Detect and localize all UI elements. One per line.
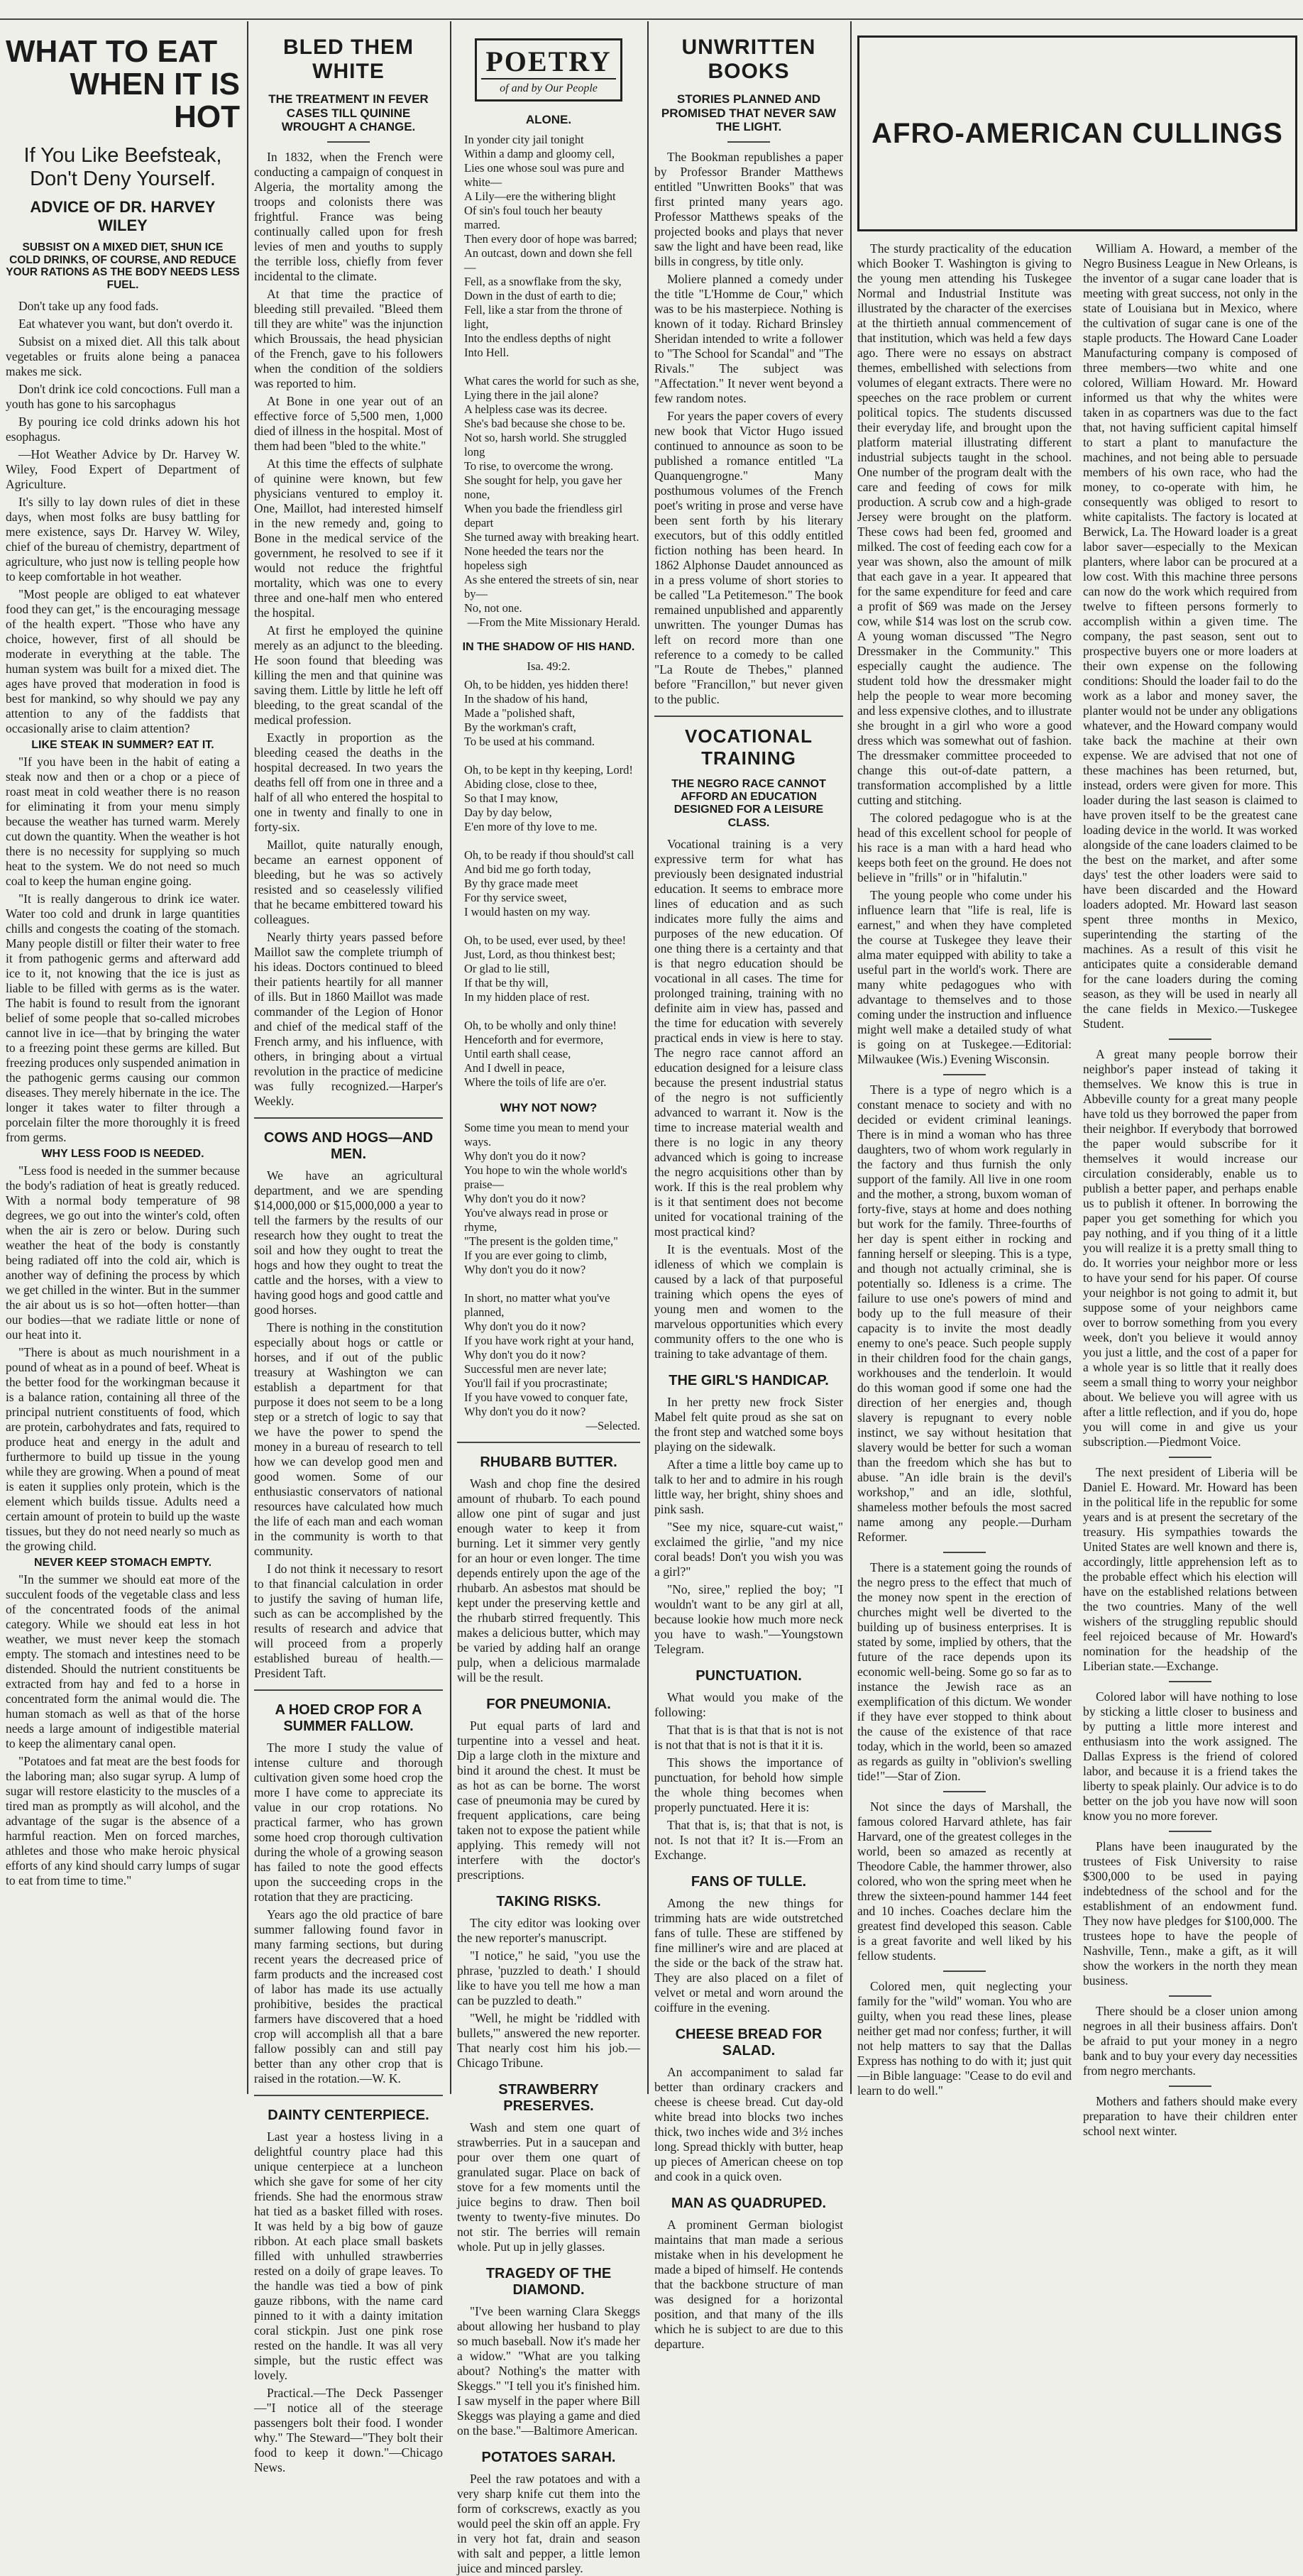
subhead-centerpiece: DAINTY CENTERPIECE. bbox=[268, 2107, 429, 2123]
paragraph: —Hot Weather Advice by Dr. Harvey W. Wiley, Food Expert of Department of Agriculture. bbox=[6, 447, 240, 492]
paragraph: Don't take up any food fads. bbox=[18, 299, 159, 314]
paragraph: I do not think it necessary to resort to that financial calculation in order to justify the saving of human life, such as can be accomplished by the results of research and advice that will proceed from a properly established bureau of health.—President Taft. bbox=[254, 1561, 443, 1680]
paragraph: That that is is that that is not is not is not that that is not is that it it is. bbox=[654, 1723, 843, 1753]
paragraph: There is a type of negro which is a constant menace to society and with no decided or evident criminal leanings. There is in mind a woman who has three daughters, two of whom work regularly in the factory and thus furnish the only support of the family. All live in one room and the mother, a strong, buxom woman of forty-five, stays at home and does nothing but work for the family. Three-fourths of her day is spent either in rocking and fanning herself or sleeping. This is a type, and though not actually criminal, she is potentially so. Idleness is a crime. The failure to use one's powers of mind and body up to the full measure of their capacity is to invite the most deadly enemy to one's peace. Such people supply in their children food for the chain gangs, workhouses and the tenderloin. It would do this woman good if some one had the direction of her energies and, though slavery is repugnant to every noble instinct, we say without hesitation that slavery would be better for such a woman than the freedom which she has but to abuse. "An idle brain is the devil's workshop," and an idle, slothful, shameless mother befouls the most sacred name among any people.—Durham Reformer. bbox=[857, 1083, 1072, 1544]
subhead-man-as-quadruped: MAN AS QUADRUPED. bbox=[671, 2196, 827, 2212]
subhead-less-food: WHY LESS FOOD IS NEEDED. bbox=[41, 1148, 204, 1161]
paragraph: Colored men, quit neglecting your family for the "wild" woman. You who are guilty, when you read these lines, please neither get mad nor confess; further, it will not help matters to say that the Dallas Express has nothing to do with it; just quit—in Bible language: "Cease to do evil and learn to do well." bbox=[857, 1979, 1072, 2098]
paragraph: "I notice," he said, "you use the phrase, 'puzzled to death.' I should like to have you tell me how a man can be puzzled to death." bbox=[457, 1949, 640, 2007]
paragraph: At this time the effects of sulphate of quinine were known, but few physicians ventured to employ it. One, Maillot, had interested himself in the new remedy and, going to Bone in the medical service of the government, he resolved to see if it would not reduce the frightful mortality, which was one to every three and one-half men who entered the hospital. bbox=[254, 456, 443, 620]
poetry-logo bbox=[475, 38, 622, 102]
headline-line1: WHAT TO EAT bbox=[6, 34, 218, 69]
divider bbox=[1169, 1831, 1211, 1832]
subhead-rhubarb: RHUBARB BUTTER. bbox=[480, 1454, 617, 1470]
paragraph: The next president of Liberia will be Daniel E. Howard. Mr. Howard has been in the political life in the republic for some years and is at present the secretary of the treasury. His sympathies towards the United States are well known and there is, accordingly, little apprehension left as to the probable effect which his election will have on the established relations between the two countries. Many of the well wishers of the struggling republic should feel rejoiced because of Mr. Howard's nomination for the headship of the Liberian state.—Exchange. bbox=[1083, 1465, 1297, 1673]
divider bbox=[327, 141, 370, 143]
paragraph: There is a statement going the rounds of the negro press to the effect that much of the money now spent in the erection of churches might well be diverted to the building up of business enterprises. It is stated by some, implied by others, that the future of the race depends upon its economic well-being. Some go so far as to instance the Jewish race as an exemplification of this dictum. We wonder if they have ever stopped to think about the cause of the existence of that race today, which in the world, been so amazed as regards as guilty in "oblivion's swelling tide!"—Star of Zion. bbox=[857, 1560, 1072, 1783]
cullings-right-column bbox=[1083, 241, 1297, 2142]
paragraph: At first he employed the quinine merely as an adjunct to the bleeding. He soon found that bleeding was killing the men and that quinine was saving them. Little by little he left off bleeding, to the great scandal of the medical profession. bbox=[254, 623, 443, 727]
divider bbox=[457, 1442, 640, 1443]
paragraph: "No, siree," replied the boy; "I wouldn't want to be any girl at all, because lookie how much more neck you have to wash."—Youngstown Telegram. bbox=[654, 1582, 843, 1657]
paragraph: Last year a hostess living in a delightful country place had this unique centerpiece at a luncheon which she gave for some of her city friends. She had the enormous straw hat tied as a basket filled with roses. It was held by a big bow of gauze ribbon. At each place small baskets filled with unhulled strawberries rested on a doily of grape leaves. To the handle was tied a bow of pink gauze ribbons, with the name card pinned to it with a dainty imitation coral stickpin. Just one pink rose rested on the handle. It was all very simple, but the rustic effect was lovely. bbox=[254, 2129, 443, 2382]
column-poetry bbox=[457, 35, 640, 2575]
paragraph: Peel the raw potatoes and with a very sharp knife cut them into the form of corkscrews, exactly as you would peel the skin off an apple. Fry in very hot fat, drain and season with salt and pepper, a little lemon juice and minced parsley. bbox=[457, 2472, 640, 2575]
poem-title-shadow: IN THE SHADOW OF HIS HAND. bbox=[462, 641, 635, 653]
paragraph: A prominent German biologist maintains that man made a serious mistake when in his development he made a biped of himself. He contends that the backbone structure of man was designed for a horizontal position, and that many of the ills which he is subject to are due to this departure. bbox=[654, 2218, 843, 2352]
paragraph: There should be a closer union among negroes in all their business affairs. Don't be afraid to put your money in a negro bank and to buy your every day necessities from negro merchants. bbox=[1083, 2004, 1297, 2078]
deck-stories: STORIES PLANNED AND PROMISED THAT NEVER SAW THE LIGHT. bbox=[661, 92, 837, 134]
divider bbox=[1169, 1457, 1211, 1458]
column-rule bbox=[850, 21, 852, 2094]
paragraph: What would you make of the following: bbox=[654, 1690, 843, 1720]
paragraph: Mothers and fathers should make every preparation to have their children enter school next winter. bbox=[1083, 2094, 1297, 2138]
divider bbox=[654, 716, 843, 717]
paragraph: The Bookman republishes a paper by Professor Brander Matthews entitled "Unwritten Books" that was first printed many years ago. Professor Matthews speaks of the projected books and plays that never saw the light and have been read, like bills in congress, by title only. bbox=[654, 149, 843, 268]
deck-subsist: SUBSIST ON A MIXED DIET, SHUN ICE COLD DRINKS, OF COURSE, AND REDUCE YOUR RATIONS AS THE BODY NEEDS LESS FUEL. bbox=[6, 241, 240, 292]
paragraph: "In the summer we should eat more of the succulent foods of the vegetable class and less of the concentrated foods of the animal category. While we should eat less in hot weather, we must never keep the stomach empty. The stomach and intestines need to be distended. Should the nutrient constituents be extracted from hay and fed to a horse in concentrated form the animal would die. The human stomach as well as that of the horse needs a large amount of indigestible material to keep the alimentary canal open. bbox=[6, 1572, 240, 1751]
paragraph: "I've been warning Clara Skeggs about allowing her husband to play so much baseball. Now it's made her a widow." "What are you talking about? Nothing's the matter with Skeggs." "I tell you it's finished him. I saw myself in the paper where Bill Skeggs was playing a game and died on the base."—Baltimore American. bbox=[457, 2304, 640, 2438]
subhead-cows-hogs: COWS AND HOGS—AND MEN. bbox=[263, 1129, 434, 1162]
column-rule bbox=[647, 21, 649, 2094]
paragraph: The sturdy practicality of the education which Booker T. Washington is giving to the young men attending his Tuskegee Normal and Industrial Institute was illustrated by the character of the exercises at the thirtieth annual commencement of that institution, which was held a few days ago. There were no essays on abstract themes, embellished with selections from volumes of elegant extracts. There were no speeches on the race problem or current political topics. The students discussed their everyday life, and brought upon the platform material illustrating different industrial subjects taught in the school. One number of the program dealt with the care and feeding of cows for milk production. A scrub cow and a high-grade Jersey were brought on the platform. These cows had been fed, groomed and milked. The cost of feeding each cow for a year was shown, also the amount of milk that each gave in a year. It appeared that for the same expenditure for feed and care a profit of $69 was made on the Jersey cow, while $14 was lost on the scrub cow. A young woman discussed "The Negro Dressmaker in the Community." This especially caught the audience. The student told how the dressmaker might help the people to wear more becoming and less expensive clothes, and to illustrate she brought in a girl who wore a good dress which was somewhat out of fashion. The dressmaker committee proceeded to change this out-of-date pattern, a transformation accomplished by a little cutting and stitching. bbox=[857, 241, 1072, 807]
poem-source: —Selected. bbox=[585, 1419, 640, 1432]
paragraph: "Most people are obliged to eat whatever food they can get," is the encouraging message of the health expert. "Those who have any choice, however, first of all should be moderate in everything at the table. The human system was built for a mixed diet. The ages have proved that moderation in food is best for mankind, so why should we pay any attention to any of the faddists that occasionally arise to claim attention? bbox=[6, 587, 240, 736]
subhead-strawberry: STRAWBERRY PRESERVES. bbox=[498, 2082, 599, 2114]
divider bbox=[727, 141, 770, 143]
paragraph: The colored pedagogue who is at the head of this excellent school for people of his race is a man with a hard head who keeps both feet on the ground. He does not believe in "frills" or in "hifalutin." bbox=[857, 811, 1072, 884]
paragraph: Subsist on a mixed diet. All this talk about vegetables or fruits alone being a panacea makes me sick. bbox=[6, 334, 240, 379]
subhead-tragedy: TRAGEDY OF THE DIAMOND. bbox=[485, 2266, 612, 2298]
deck-beefsteak: If You Like Beefsteak, Don't Deny Yourself. bbox=[23, 143, 222, 190]
column-what-to-eat bbox=[6, 35, 240, 2094]
paragraph: The more I study the value of intense culture and thorough cultivation given some hoed crop the more I have come to appreciate its value in our crop rotations. No practical farmer, who has grown some hoed crop thorough cultivation during the whole of a growing season has failed to note the good effects upon the succeeding crops in the rotation that they are practicing. bbox=[254, 1740, 443, 1904]
subhead-pneumonia: FOR PNEUMONIA. bbox=[486, 1697, 611, 1712]
paragraph: "Less food is needed in the summer because the body's radiation of heat is greatly reduced. With a normal body temperature of 98 degrees, we go out into the winter's cold, often when the air is zero or below. During such weather the heat of the body is constantly being radiated off into the cold air, which is another way of defining the process by which we get chilled in the winter. But in the summer the air about us is so hot—often hotter—than our bodies—that we radiate little or none of our heat into it. bbox=[6, 1163, 240, 1342]
paragraph: Eat whatever you want, but don't overdo it. bbox=[18, 317, 233, 331]
paragraph: "Potatoes and fat meat are the best foods for the laboring man; also sugar syrup. A lump of sugar will restore elasticity to the muscles of a tired man as promptly as will alcohol, and the advantage of the sugar is the absence of a harmful reaction. Men on forced marches, athletes and those who make heroic physical efforts of any kind should carry lumps of sugar to eat from time to time." bbox=[6, 1754, 240, 1888]
column-unwritten-books bbox=[654, 35, 843, 2352]
paragraph: Among the new things for trimming hats are wide outstretched fans of tulle. These are stiffened by fine milliner's wire and are placed at the side or the back of the straw hat. They are also placed on a filet of velvet or metal and worn around the coiffure in the evening. bbox=[654, 1896, 843, 2015]
column-rule bbox=[450, 21, 451, 2094]
paragraph: Not since the days of Marshall, the famous colored Harvard athlete, has fair Harvard, one of the greatest colleges in the world, been so amazed as recently at Theodore Cable, the hammer thrower, also colored, who won the spring meet when he threw the sixteen-pound hammer 144 feet and 10 inches. Coaches declare him the greatest find developed this season. Cable is a great favorite and well liked by his fellow students. bbox=[857, 1799, 1072, 1963]
paragraph: Don't drink ice cold concoctions. Full man a youth has gone to his sarcophagus bbox=[6, 382, 240, 412]
paragraph: "There is about as much nourishment in a pound of wheat as in a pound of beef. Wheat is the better food for the workingman because it is a balance ration, containing all three of the principal nutrient constituents of food, which are protein, carbohydrates and fats, required to produce heat and energy in the adult and furthermore to build up tissue in the young while they are growing. When a pound of meat is eaten it supplies only protein, which is the element which builds tissue. Adults need a certain amount of protein to build up the waste tissues, but they do not need nearly so much as the growing child. bbox=[6, 1345, 240, 1554]
poem-title-alone: ALONE. bbox=[525, 113, 572, 126]
poem-shadow: Oh, to be hidden, yes hidden there! In the shadow of his hand, Made a "polished shaft, By the workman's craft, To be used at his command. Oh, to be kept in thy keeping, Lord! Abiding close, close to thee, So that I may know, Day by day below, E'en more of thy love to me. Oh, to be ready if thou should'st call And bid me go forth today, By thy grace made meet For thy service sweet, I would hasten on my way. Oh, to be used, ever used, by thee! Just, Lord, as thou thinkest best; Or glad to lie still, If that be thy will, In my hidden place of rest. Oh, to be wholly and only thine! Henceforth and for evermore, Until earth shall cease, And I dwell in peace, Where the toils of life are o'er. bbox=[464, 678, 634, 1089]
paragraph: This shows the importance of punctuation, for behold how simple the whole thing becomes when properly punctuated. Here it is: bbox=[654, 1755, 843, 1815]
subhead-potatoes: POTATOES SARAH. bbox=[481, 2450, 616, 2465]
divider bbox=[254, 2095, 443, 2096]
paragraph: It is the eventuals. Most of the idleness of which we complain is caused by a lack of that purposeful training which opens the eyes of young men and women to the marvelous opportunities which every community offers to the one who is training to take advantage of them. bbox=[654, 1242, 843, 1361]
paragraph: There is nothing in the constitution especially about hogs or cattle or horses, and if out of the public treasury at Washington we can establish a department for that purpose it does not seem to be a long step or a stretch of logic to say that we have the power to spend the money in a bureau of research to tell how we can develop good men and good women. Some of our enthusiastic conservators of national resources have calculated how much the life of each man and each woman in the community is worth to that community. bbox=[254, 1320, 443, 1558]
paragraph: Plans have been inaugurated by the trustees of Fisk University to raise $300,000 to be used in paying indebtedness of the school and for the establishment of an endowment fund. They now have pledges for $100,000. The trustees hope to have the people of Nashville, Tenn., make a gift, as it will show the workers in the north they mean business. bbox=[1083, 1839, 1297, 1988]
paragraph: "Well, he might be 'riddled with bullets,'" answered the new reporter. That nearly cost him his job.—Chicago Tribune. bbox=[457, 2011, 640, 2070]
paragraph: At Bone in one year out of an effective force of 5,500 men, 1,000 died of illness in the hospital. Most of them had been "bled to the white." bbox=[254, 393, 443, 453]
poem-source: —From the Mite Missionary Herald. bbox=[467, 615, 640, 629]
subhead-steak: LIKE STEAK IN SUMMER? EAT IT. bbox=[31, 739, 214, 752]
paragraph: After a time a little boy came up to talk to her and to admire in his rough little way, her bright, shiny shoes and pink sash. bbox=[654, 1457, 843, 1517]
poetry-logo-title: POETRY bbox=[481, 45, 616, 80]
paragraph: In her pretty new frock Sister Mabel felt quite proud as she sat on the front step and watched some boys playing on the sidewalk. bbox=[654, 1395, 843, 1454]
paragraph: "See my nice, square-cut waist," exclaimed the girlie, "and my nice coral beads! Don't you wish you was a girl?" bbox=[654, 1520, 843, 1579]
paragraph: Maillot, quite naturally enough, became an earnest opponent of bleeding, but he was so actively resisted and so ceaselessly vilified that he became embittered toward his colleagues. bbox=[254, 837, 443, 926]
column-afro-american-cullings bbox=[857, 35, 1297, 2138]
paragraph: Wash and stem one quart of strawberries. Put in a saucepan and pour over them one quart of granulated sugar. Place on back of stove for a few moments until the juice begins to draw. Then boil twenty to twenty-five minutes. Do not stir. The berries will remain whole. Put up in jelly glasses. bbox=[457, 2120, 640, 2254]
paragraph: The young people who come under his influence learn that "life is real, life is earnest," and when they have completed the course at Tuskegee they leave their alma mater equipped with ability to take a useful part in the world's work. There are many white pedagogues who with advantage to themselves and to those coming under the instruction and influence might well make a detailed study of what is going on at Tuskegee.—Editorial: Milwaukee (Wis.) Evening Wisconsin. bbox=[857, 888, 1072, 1066]
paragraph: An accompaniment to salad far better than ordinary crackers and cheese is cheese bread. Cut day-old white bread into blocks two inches thick, two inches wide and 3½ inches long. Spread thickly with butter, heap up pieces of American cheese on top and cook in a quick oven. bbox=[654, 2065, 843, 2184]
paragraph: By pouring ice cold drinks adown his hot esophagus. bbox=[6, 415, 240, 444]
headline-unwritten-books: UNWRITTEN BOOKS bbox=[681, 35, 816, 83]
divider bbox=[1169, 2086, 1211, 2087]
divider bbox=[1169, 1038, 1211, 1040]
cullings-banner-title: AFRO-AMERICAN CULLINGS bbox=[872, 117, 1283, 149]
poetry-logo-subtitle: of and by Our People bbox=[500, 82, 598, 94]
divider bbox=[254, 1117, 443, 1119]
paragraph: Years ago the old practice of bare summer fallowing found favor in many farming sections, but during recent years the decreased price of farm products and the increased cost of labor has made its use actually prohibitive, besides the practical farmers have discovered that a hoed crop will accomplish all that a bare fallow possibly can and still pay better than any other crop that is raised in the rotation.—W. K. bbox=[254, 1907, 443, 2086]
subhead-hoed-crop: A HOED CROP FOR A SUMMER FALLOW. bbox=[275, 1701, 422, 1734]
deck-wiley: ADVICE OF DR. HARVEY WILEY bbox=[30, 198, 216, 234]
subhead-punctuation: PUNCTUATION. bbox=[696, 1668, 802, 1684]
paragraph: It's silly to lay down rules of diet in these days, when most folks are busy battling for mere existence, says Dr. Harvey W. Wiley, chief of the bureau of chemistry, department of agriculture, who just now is telling people how to keep comfortable in hot weather. bbox=[6, 495, 240, 584]
top-border bbox=[0, 0, 1303, 20]
divider bbox=[943, 1074, 986, 1075]
divider bbox=[943, 1791, 986, 1792]
headline-bled-them-white: BLED THEM WHITE bbox=[283, 35, 414, 83]
cullings-columns bbox=[857, 241, 1297, 2142]
poem-alone: In yonder city jail tonight Within a damp and gloomy cell, Lies one whose soul was pure and white— A Lily—ere the withering blight Of sin's foul touch her beauty marred. Then every door of hope was barred; An outcast, down and down she fell— Fell, as a snowflake from the sky, Down in the dust of earth to die; Fell, like a star from the throne of light, Into the endless depths of night Into Hell. What cares the world for such as she, Lying there in the jail alone? A helpless case was its decree. She's bad because she chose to be. Not so, harsh world. She struggled long To rise, to overcome the wrong. She sought for help, you gave her none, When you bade the friendless girl depart She turned away with breaking heart. None heeded the tears nor the hopeless sigh As she entered the streets of sin, near by— No, not one. bbox=[464, 133, 639, 615]
subhead-stomach: NEVER KEEP STOMACH EMPTY. bbox=[33, 1557, 212, 1569]
column-bled-them-white bbox=[254, 35, 443, 2474]
divider bbox=[254, 1689, 443, 1691]
deck-negro-race: THE NEGRO RACE CANNOT AFFORD AN EDUCATION DESIGNED FOR A LEISURE CLASS. bbox=[671, 777, 826, 829]
subhead-cheese-bread: CHEESE BREAD FOR SALAD. bbox=[675, 2027, 823, 2059]
paragraph: At that time the practice of bleeding still prevailed. "Bleed them till they are white" was the injunction which Broussais, the head physician of the French, gave to his followers when the condition of the soldiers was reported to him. bbox=[254, 286, 443, 390]
paragraph: Colored labor will have nothing to lose by sticking a little closer to business and by putting a little more interest and enthusiasm into the work assigned. The Dallas Express is the friend of colored labor, and because it is a friend takes the liberty to speak plainly. Our advice is to do better on the job you have now will soon know you no more forever. bbox=[1083, 1689, 1297, 1823]
divider bbox=[943, 1552, 986, 1553]
cullings-left-column bbox=[857, 241, 1072, 2142]
subhead-girls-handicap: THE GIRL'S HANDICAP. bbox=[669, 1373, 829, 1389]
paragraph: The city editor was looking over the new reporter's manuscript. bbox=[457, 1916, 640, 1945]
divider bbox=[943, 1971, 986, 1972]
paragraph: "If you have been in the habit of eating a steak now and then or a chop or a piece of roast meat in cold weather there is no reason for eliminating it from your menu simply because the weather has turned warm. Merely cut down the quantity. When the weather is hot there is no necessity for supplying so much heat to the system. We do not need so much coal to keep the human engine going. bbox=[6, 755, 240, 889]
paragraph: We have an agricultural department, and we are spending $14,000,000 or $15,000,000 a year to tell the farmers by the results of our research how they ought to treat the soil and how they ought to treat the hogs and how they ought to treat the cattle and the horses, with a view to having good hogs and good cattle and good horses. bbox=[254, 1168, 443, 1317]
paragraph: William A. Howard, a member of the Negro Business League in New Orleans, is the inventor of a sugar cane loader that is meeting with great success, not only in the state of Louisiana but in Mexico, where the cultivation of sugar cane is one of the staple products. The Howard Cane Loader Manufacturing company is composed of three members—two white and one colored, William Howard. Mr. Howard informed us that why the whites were taken in as copartners was due to the fact that, not having sufficient capital himself to start a plant to manufacture the machines, and not being able to persuade members of his own race, who had the money, to co-operate with him, he consequently was obliged to resort to white capitalists. The factory is located at Berwick, La. The Howard loader is a great labor saver—especially to the Mexican planters, where labor can be procured at a low cost. With this machine three persons can now do the work which required from twelve to fifteen persons formerly to accomplish within a given time. The company, the past season, sent out to prospective buyers one or more loaders at their own expense on the following conditions: Should the loader fail to do the work as a labor and money saver, the planter would not be under any obligations whatever, and the Howard company would take back the machine at their own expense. We are advised that not one of these machines has been returned, but, instead, orders were given for more. This loader during the last season is claimed to have proven itself to be the greatest cane loading device in the world. It was worked alongside of the cane loaders claimed to be the best on the market, and after some days' test the other loaders were said to have been discarded and the Howard loaders adopted. Mr. Howard last season spent three months in Mexico, superintending the starting of the machines. As a result of this visit he anticipates quite a considerable demand for the cane loaders during the coming season, as they will be used in nearly all the cane fields in Mexico.—Tuskegee Student. bbox=[1083, 241, 1297, 1031]
poem-why-not-now: Some time you mean to mend your ways. Why don't you do it now? You hope to win the whole world's praise— Why don't you do it now? You've always read in prose or rhyme, "The present is the golden time," If you are ever going to climb, Why don't you do it now? In short, no matter what you've planned, Why don't you do it now? If you have work right at your hand, Why don't you do it now? Successful men are never late; You'll fail if you procrastinate; If you have vowed to conquer fate, Why don't you do it now? bbox=[464, 1121, 634, 1418]
paragraph: Exactly in proportion as the bleeding ceased the deaths in the hospital decreased. In two years the deaths fell off from one in three and a half of all who entered the hospital to one in twenty and finally to one in forty-six. bbox=[254, 730, 443, 834]
headline-line2: WHEN IT IS HOT bbox=[70, 67, 240, 135]
paragraph: Practical.—The Deck Passenger—"I notice all of the steerage passengers bolt their food. I wonder why." The Steward—"They bolt their food to keep it down."—Chicago News. bbox=[254, 2385, 443, 2474]
deck-treatment: THE TREATMENT IN FEVER CASES TILL QUININE WROUGHT A CHANGE. bbox=[268, 92, 429, 134]
subhead-taking-risks: TAKING RISKS. bbox=[496, 1894, 601, 1909]
paragraph: "It is really dangerous to drink ice water. Water too cold and drunk in large quantities chills and congests the coating of the stomach. Many people distill or filter their water to free it from pathogenic germs and afterward add ice to it, not knowing that the ice is just as liable to be filled with germs as is the water. The habit is found to result from the ignorant belief of some people that so-called microbes cannot live in ice—that by bringing the water to a freezing point these germs are killed. But freezing produces only suspended animation in the pathogenic germs causing our common diseases. They merely hibernate in the ice. The longer it takes water to filter through a porcelain filter the more thoroughly it is freed from germs. bbox=[6, 892, 240, 1145]
divider bbox=[1169, 1681, 1211, 1682]
scripture-reference: Isa. 49:2. bbox=[527, 659, 571, 673]
paragraph: That that is, is; that that is not, is not. Is not that it? It is.—From an Exchange. bbox=[654, 1818, 843, 1863]
paragraph: Put equal parts of lard and turpentine into a vessel and heat. Dip a large cloth in the mixture and bind it around the chest. It must be as hot as can be borne. The worst case of pneumonia may be cured by frequent applications, care being taken not to expose the patient while applying. This remedy will not interfere with the doctor's prescriptions. bbox=[457, 1719, 640, 1882]
column-rule bbox=[247, 21, 248, 2094]
cullings-banner bbox=[857, 35, 1297, 231]
headline-vocational-training: VOCATIONAL TRAINING bbox=[685, 725, 813, 769]
paragraph: Nearly thirty years passed before Maillot saw the complete triumph of his ideas. Doctors continued to bleed their patients heartily for all manner of ills. But in 1860 Maillot was made commander of the Legion of Honor and chief of the medical staff of the French army, and his influence, with others, in bringing about a virtual revolution in the practice of medicine was fully recognized.—Harper's Weekly. bbox=[254, 929, 443, 1108]
poem-title-why-not-now: WHY NOT NOW? bbox=[500, 1101, 598, 1114]
paragraph: Wash and chop fine the desired amount of rhubarb. To each pound allow one pint of sugar and just enough water to keep it from burning. Let it simmer very gently for an hour or even longer. The time depends entirely upon the age of the rhubarb. An asbestos mat should be kept under the preserving kettle and the rhubarb stirred frequently. This makes a delicious butter, which may be varied by adding half an orange pulp, when a delicious marmalade will be the result. bbox=[457, 1476, 640, 1684]
paragraph: In 1832, when the French were conducting a campaign of conquest in Algeria, the mortality among the troops and colonists there was frightful. France was being continually called upon for fresh levies of men and youths to supply the terrible loss, chiefly from fever incidental to the climate. bbox=[254, 149, 443, 283]
divider bbox=[1169, 1995, 1211, 1997]
paragraph: Moliere planned a comedy under the title "L'Homme de Cour," which was to be his masterpiece. Nothing is known of it today. Richard Brinsley Sheridan intended to write a follower to "The School for Scandal" and "The Rivals." The subject was "Affectation." It never went beyond a few random notes. bbox=[654, 271, 843, 405]
paragraph: A great many people borrow their neighbor's paper instead of taking it themselves. We know this is true in Abbeville county for a great many people have told us they borrowed the paper from their neighbor. If everybody that borrowed the paper would subscribe for it themselves it would increase our circulation considerably, enable us to publish a better paper, and perhaps enable us to publish it oftener. In borrowing the paper you get something for which you pay nothing, and if you thing of it a little you will realize it is a pretty small thing to do. It worries your neighbor more or less to have your send for his paper. Of course your neighbor is not going to admit it, but suppose some of your neighbors came over to borrow something from you every week, don't you believe it would annoy you just a little, and the cost of a paper for a whole year is so little that it really does seem a small thing to worry your neighbor about. We believe you will agree with us after a little reflection, and if you do, hope you will come in and give us your subscription.—Piedmont Voice. bbox=[1083, 1047, 1297, 1449]
subhead-fans-of-tulle: FANS OF TULLE. bbox=[691, 1874, 807, 1890]
paragraph: Vocational training is a very expressive term for what has previously been designated industrial education. It seems to embrace more lines of education and as such indicates more fully the aims and purposes of the new education. Of one thing there is a certainty and that is that negro education should be vocational in all cases. The time for prolonged training, training with no definite aim in view has, passed and the time for education with severely practical ends in view is here to stay. The negro race cannot afford an education designed for a leisure class because the present industrial status of the negro is not sufficiently advanced to warrant it. Now is the time to increase material wealth and there is no logic in any theory advanced which is going to increase the negro acquisitions other than by work. If this is the real problem why is it that sentiment does not become united for vocational training of the most practical kind? bbox=[654, 837, 843, 1239]
paragraph: For years the paper covers of every new book that Victor Hugo issued continued to announce as soon to be published a romance entitled "La Quanquengrogne." Many posthumous volumes of the French poet's writing in prose and verse have been sent forth by his literary executors, but of this oddly entitled fiction nothing has been heard. In 1862 Alphonse Daudet announced as in a press volume of short stories to be called "La Petitemeson." The book remained unpublished and apparently unwritten. The younger Dumas has left on record more than one reference to a comedy to be called "La Route de Thebes," planned before "Francillon," but never given to the public. bbox=[654, 408, 843, 706]
